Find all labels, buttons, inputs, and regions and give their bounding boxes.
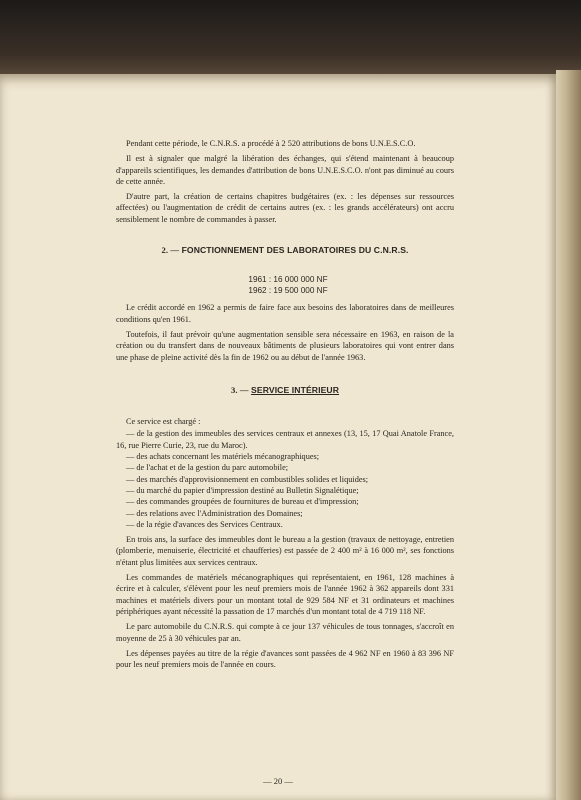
document-page: [0, 74, 556, 800]
intro-paragraph-1: Pendant cette période, le C.N.R.S. a procédé à 2 520 attributions de bons U.N.E.S.C.O.: [126, 139, 416, 148]
page-content: [116, 138, 454, 674]
page-edge: [556, 70, 581, 800]
list-item: — des achats concernant les matériels mécanographiques;: [126, 452, 320, 462]
list-item: — des marchés d'approvisionnement en combustibles solides et liquides;: [126, 474, 369, 484]
list-item: — de l'achat et de la gestion du parc automobile;: [126, 463, 289, 473]
section-3-number: 3. —: [230, 384, 249, 395]
section-3-paragraph-3: Le parc automobile du C.N.R.S. qui compte à ce jour 137 véhicules de tous tonnages, s'accroît en moyenne de 25 à 30 véhicules par an.: [116, 622, 454, 643]
list-item: — des commandes groupées de fournitures de bureau et d'impression;: [126, 497, 359, 507]
section-3-paragraph-4: Les dépenses payées au titre de la régie d'avances sont passées de 4 962 NF en 1960 à 83 396 NF pour les neuf premiers mois de l'année en cours.: [116, 648, 454, 670]
section-2-heading: [116, 245, 454, 256]
section-3-paragraph-2: Les commandes de matériels mécanographiques qui représentaient, en 1961, 128 machines à écrire et à calculer, s'élèvent pour les neuf premiers mois de l'année 1962 à 362 appareils dont 331 machines et matériels divers pour un montant total de 929 584 NF et 31 ordinateurs et machines périphériques ayant nécessité la passation de 17 marchés d'un montant total de 4 719 118 NF.: [116, 573, 454, 616]
section-3-title: SERVICE INTÉRIEUR: [251, 384, 340, 395]
list-item: — de la régie d'avances des Services Centraux.: [126, 519, 283, 529]
section-2-paragraph-1: Le crédit accordé en 1962 a permis de faire face aux besoins des laboratoires dans de meilleures conditions qu'en 1961.: [116, 303, 454, 324]
section-2-number: 2. —: [161, 245, 180, 256]
credit-1962: 1962 : 19 500 000 NF: [248, 286, 328, 296]
scan-background: [0, 0, 581, 78]
intro-paragraph-3: D'autre part, la création de certains chapitres budgétaires (ex. : les dépenses sur ressources affectées) ou l'augmentation de crédit de certains autres (ex. : les grands accélérateurs) ont accru sensiblement le nombre de commandes à passer.: [116, 192, 454, 224]
list-item: — des relations avec l'Administration des Domaines;: [126, 508, 303, 518]
section-3-heading: [116, 385, 454, 396]
list-item: — de la gestion des immeubles des services centraux et annexes (13, 15, 17 Quai Anatole France, 16, rue Pierre Curie, 23, rue du Maroc).: [116, 429, 454, 450]
intro-paragraph-2: Il est à signaler que malgré la libération des échanges, qui s'étend maintenant à beaucoup d'appareils scientifiques, les demandes d'attribution de bons U.N.E.S.C.O. n'ont pas diminué au cours de cette année.: [116, 154, 454, 186]
section-2-credits: [116, 274, 454, 296]
credit-1961: 1961 : 16 000 000 NF: [248, 275, 328, 285]
list-item: — du marché du papier d'impression destiné au Bulletin Signalétique;: [126, 485, 359, 495]
section-3-paragraph-1: En trois ans, la surface des immeubles dont le bureau a la gestion (travaux de nettoyage, entretien (plomberie, menuiserie, électricité et chaufferies) est passée de 2 400 m² à 16 000 m², ses fonctions n'étant plus limitées aux services centraux.: [116, 535, 454, 567]
page-number: — 20 —: [263, 776, 293, 786]
section-2-paragraph-2: Toutefois, il faut prévoir qu'une augmentation sensible sera nécessaire en 1963, en raison de la création ou du transfert dans de nouveaux bâtiments de plusieurs laboratoires qui vont entrer dans une phase de pleine activité dès la fin de 1962 ou au début de l'année 1963.: [116, 329, 454, 362]
section-3-intro: Ce service est chargé :: [126, 417, 201, 427]
section-3-list: [116, 428, 454, 530]
section-2-title: FONCTIONNEMENT DES LABORATOIRES DU C.N.R.S.: [181, 245, 409, 256]
